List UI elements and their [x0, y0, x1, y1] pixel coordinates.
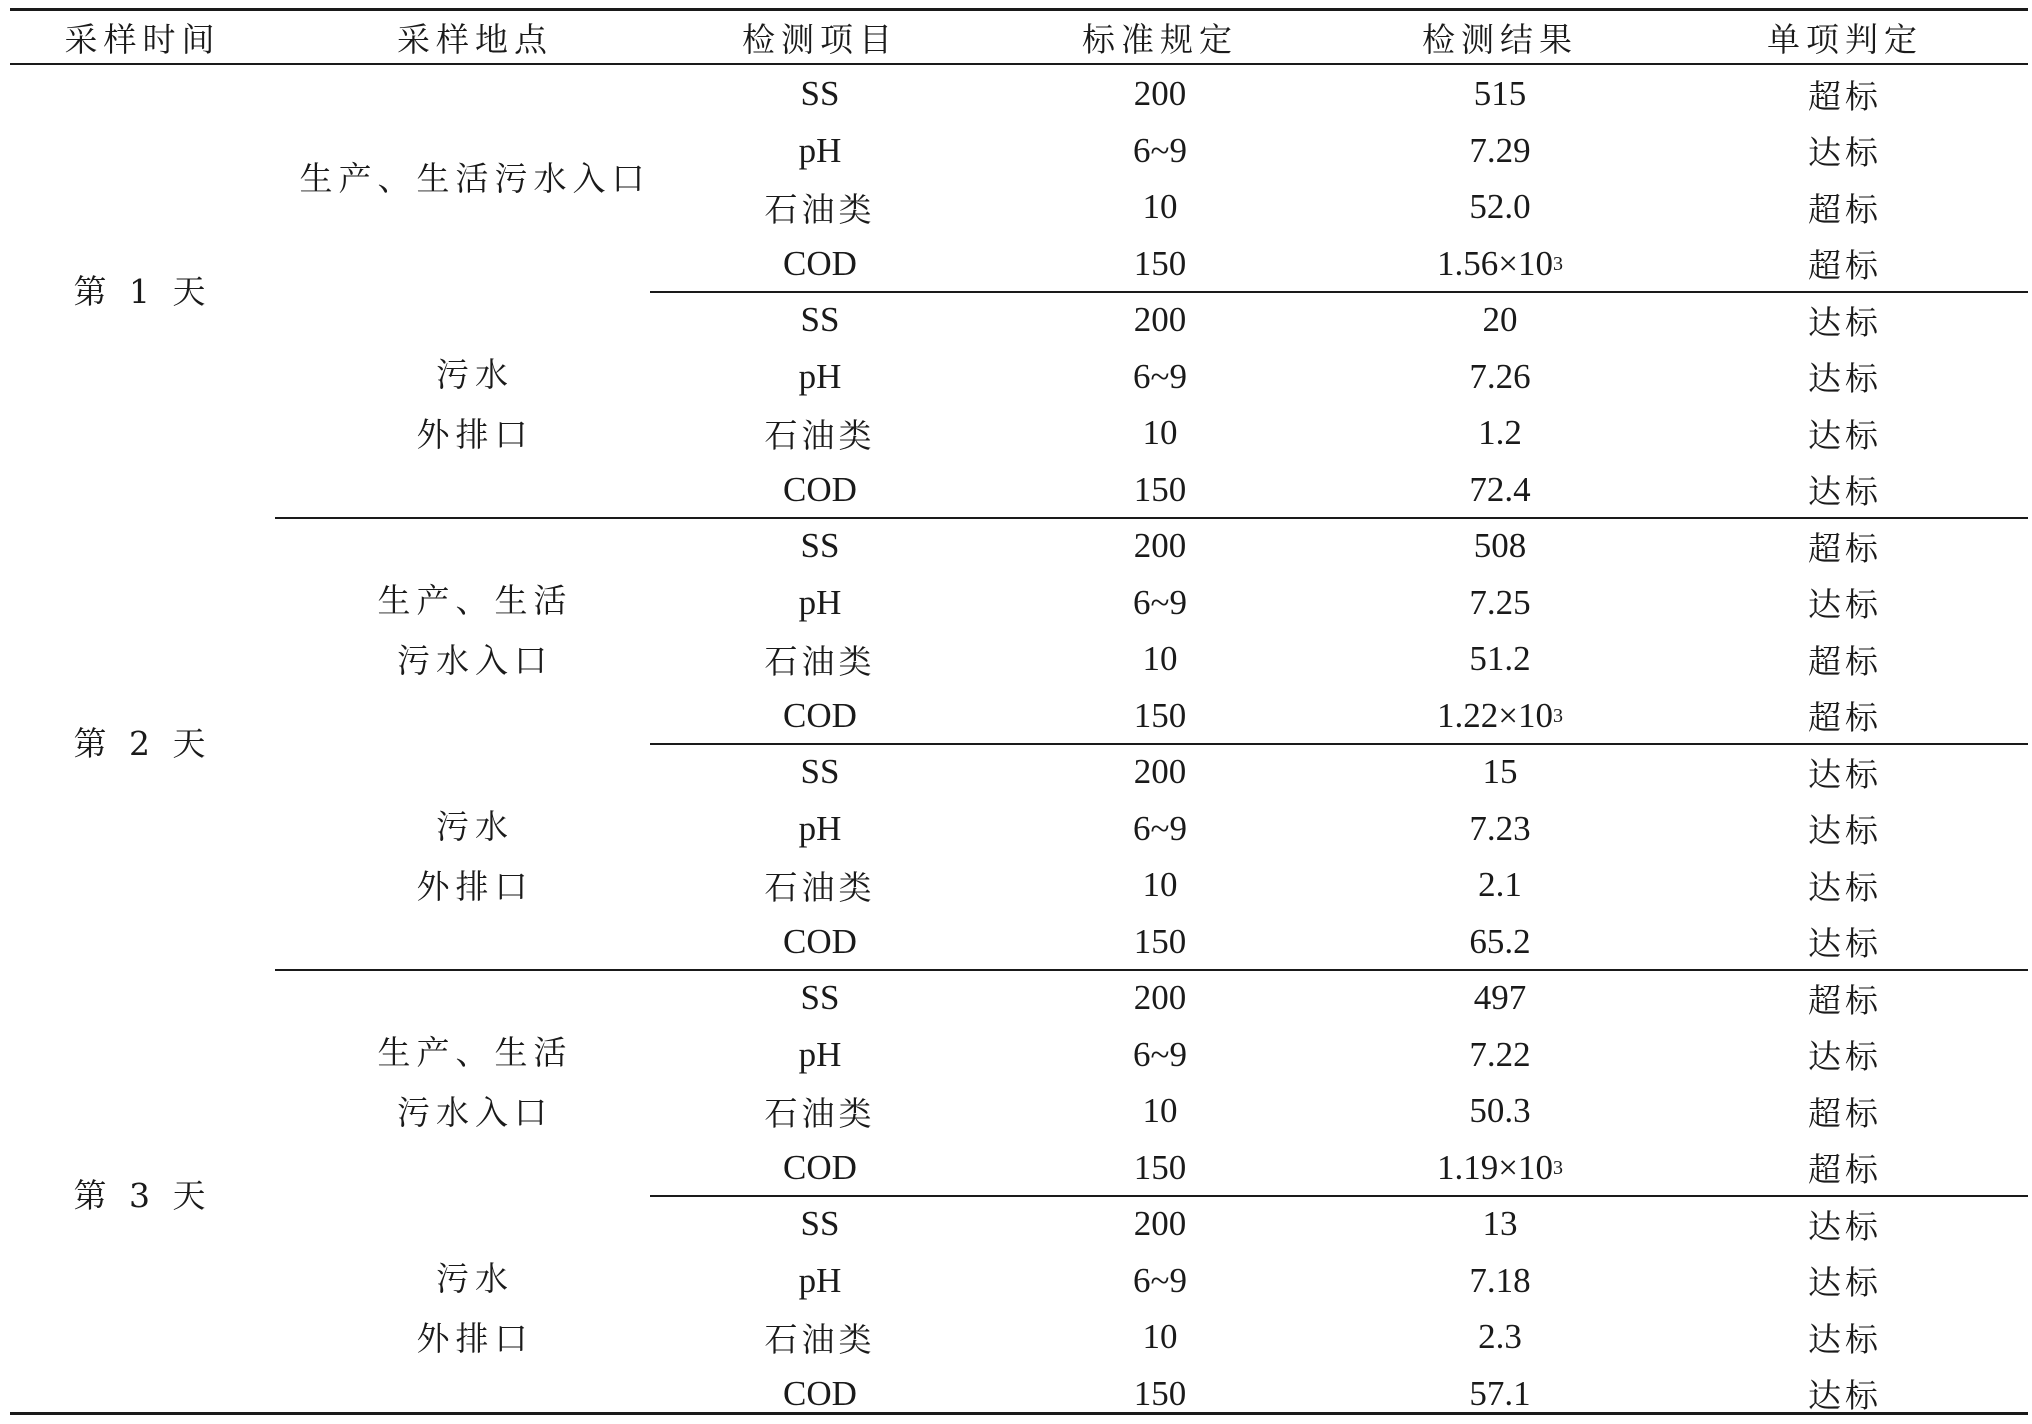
result-value: 508 — [1473, 526, 1527, 566]
result-cell — [1330, 970, 1670, 1027]
day-label: 第 2 天 — [73, 724, 212, 763]
result-value: 7.25 — [1469, 582, 1531, 622]
result-cell — [1330, 179, 1670, 236]
test-item-cell: pH — [798, 130, 842, 170]
result-cell — [1330, 66, 1670, 123]
standard-cell: 150 — [1133, 695, 1187, 735]
result-cell — [1330, 1083, 1670, 1140]
standard-cell: 6~9 — [1133, 356, 1187, 396]
standard-cell: 10 — [1142, 187, 1178, 227]
test-item-cell: SS — [800, 752, 840, 792]
result-cell — [1330, 744, 1670, 801]
standard-cell: 200 — [1133, 300, 1187, 340]
result-cell: 1.19×10 3 — [1437, 1147, 1563, 1187]
test-item-cell: SS — [800, 526, 840, 566]
result-value: 1.19×10 — [1437, 1147, 1553, 1187]
result-cell — [1330, 1027, 1670, 1084]
test-item-cell: pH — [798, 1260, 842, 1300]
site-label-line: 外排口 — [416, 1319, 534, 1358]
judgment-cell: 达标 — [1808, 924, 1882, 964]
test-item-cell: COD — [783, 469, 857, 509]
result-cell — [1330, 405, 1670, 462]
test-item-cell: SS — [800, 300, 840, 340]
site-label-line: 污水入口 — [397, 641, 553, 680]
standard-cell: 6~9 — [1133, 582, 1187, 622]
test-item-cell: 石油类 — [764, 867, 876, 907]
judgment-cell: 达标 — [1808, 1263, 1882, 1303]
standard-cell: 200 — [1133, 978, 1187, 1018]
site-label-line: 污水 — [436, 807, 514, 846]
judgment-cell: 达标 — [1808, 754, 1882, 794]
result-cell — [1330, 1366, 1670, 1423]
standard-cell: 10 — [1142, 1317, 1178, 1357]
judgment-cell: 达标 — [1808, 1037, 1882, 1077]
test-item-cell: pH — [798, 582, 842, 622]
result-value: 2.3 — [1478, 1317, 1522, 1357]
result-cell — [1330, 349, 1670, 406]
result-value: 1.22×10 — [1437, 695, 1553, 735]
judgment-cell: 超标 — [1808, 1093, 1882, 1133]
result-cell — [1330, 1196, 1670, 1253]
judgment-cell: 达标 — [1808, 585, 1882, 625]
judgment-cell: 超标 — [1808, 1150, 1882, 1190]
result-value: 13 — [1482, 1204, 1518, 1244]
site-label — [275, 970, 675, 1196]
result-value: 7.26 — [1469, 356, 1531, 396]
result-value: 1.2 — [1478, 413, 1522, 453]
test-item-cell: COD — [783, 695, 857, 735]
result-value: 65.2 — [1469, 921, 1531, 961]
site-label-line: 污水 — [436, 355, 514, 394]
test-item-cell: COD — [783, 243, 857, 283]
result-cell — [1330, 801, 1670, 858]
standard-cell: 200 — [1133, 1204, 1187, 1244]
result-value: 52.0 — [1469, 187, 1531, 227]
result-value: 515 — [1473, 74, 1527, 114]
monitoring-table — [10, 0, 2028, 1424]
judgment-cell: 超标 — [1808, 246, 1882, 286]
judgment-cell: 达标 — [1808, 1319, 1882, 1359]
result-value: 57.1 — [1469, 1373, 1531, 1413]
standard-cell: 10 — [1142, 639, 1178, 679]
result-value: 7.29 — [1469, 130, 1531, 170]
result-value: 72.4 — [1469, 469, 1531, 509]
result-cell — [1330, 914, 1670, 971]
header-bottom-rule — [10, 63, 2028, 65]
header-test-item: 检测项目 — [742, 19, 898, 59]
result-cell — [1330, 462, 1670, 519]
header-result: 检测结果 — [1422, 19, 1578, 59]
test-item-cell: COD — [783, 1147, 857, 1187]
standard-cell: 150 — [1133, 1147, 1187, 1187]
standard-cell: 6~9 — [1133, 130, 1187, 170]
site-label-line: 生产、生活 — [377, 1033, 573, 1072]
result-cell — [1330, 857, 1670, 914]
result-value: 15 — [1482, 752, 1518, 792]
site-label — [275, 66, 675, 292]
test-item-cell: SS — [800, 978, 840, 1018]
result-value: 50.3 — [1469, 1091, 1531, 1131]
result-cell — [1330, 518, 1670, 575]
result-cell — [1330, 575, 1670, 632]
header-sampling-time: 采样时间 — [64, 19, 221, 59]
standard-cell: 150 — [1133, 921, 1187, 961]
test-item-cell: SS — [800, 1204, 840, 1244]
result-value: 7.22 — [1469, 1034, 1531, 1074]
standard-cell: 10 — [1142, 865, 1178, 905]
standard-cell: 200 — [1133, 74, 1187, 114]
judgment-cell: 超标 — [1808, 189, 1882, 229]
judgment-cell: 达标 — [1808, 302, 1882, 342]
day-label: 第 3 天 — [73, 1176, 212, 1215]
test-item-cell: 石油类 — [764, 415, 876, 455]
standard-cell: 6~9 — [1133, 808, 1187, 848]
test-item-cell: pH — [798, 1034, 842, 1074]
judgment-cell: 超标 — [1808, 698, 1882, 738]
test-item-cell: COD — [783, 921, 857, 961]
test-item-cell: 石油类 — [764, 189, 876, 229]
result-value: 20 — [1482, 300, 1518, 340]
standard-cell: 150 — [1133, 1373, 1187, 1413]
result-value: 51.2 — [1469, 639, 1531, 679]
test-item-cell: 石油类 — [764, 1319, 876, 1359]
site-label-line: 污水 — [436, 1259, 514, 1298]
judgment-cell: 达标 — [1808, 472, 1882, 512]
site-label — [275, 292, 675, 518]
test-item-cell: COD — [783, 1373, 857, 1413]
test-item-cell: SS — [800, 74, 840, 114]
test-item-cell: 石油类 — [764, 1093, 876, 1133]
standard-cell: 150 — [1133, 469, 1187, 509]
standard-cell: 150 — [1133, 243, 1187, 283]
result-value: 497 — [1473, 978, 1527, 1018]
standard-cell: 6~9 — [1133, 1034, 1187, 1074]
site-label — [275, 518, 675, 744]
judgment-cell: 达标 — [1808, 415, 1882, 455]
header-sampling-site: 采样地点 — [397, 19, 553, 59]
judgment-cell: 达标 — [1808, 1376, 1882, 1416]
judgment-cell: 达标 — [1808, 867, 1882, 907]
standard-cell: 10 — [1142, 413, 1178, 453]
header-judgment: 单项判定 — [1767, 19, 1923, 59]
result-cell — [1330, 1309, 1670, 1366]
test-item-cell: 石油类 — [764, 641, 876, 681]
result-value: 1.56×10 — [1437, 243, 1553, 283]
result-value: 7.18 — [1469, 1260, 1531, 1300]
judgment-cell: 超标 — [1808, 980, 1882, 1020]
judgment-cell: 超标 — [1808, 641, 1882, 681]
judgment-cell: 达标 — [1808, 1206, 1882, 1246]
standard-cell: 10 — [1142, 1091, 1178, 1131]
result-value: 2.1 — [1478, 865, 1522, 905]
site-label-line: 污水入口 — [397, 1093, 553, 1132]
result-cell — [1330, 123, 1670, 180]
judgment-cell: 超标 — [1808, 528, 1882, 568]
standard-cell: 200 — [1133, 752, 1187, 792]
result-cell: 1.22×10 3 — [1437, 695, 1563, 735]
judgment-cell: 超标 — [1808, 76, 1882, 116]
site-label-line: 外排口 — [416, 415, 534, 454]
day-label: 第 1 天 — [73, 272, 212, 311]
site-label-line: 生产、生活污水入口 — [299, 159, 651, 198]
standard-cell: 6~9 — [1133, 1260, 1187, 1300]
table-top-rule — [10, 8, 2028, 11]
test-item-cell: pH — [798, 356, 842, 396]
site-label — [275, 1196, 675, 1422]
result-cell — [1330, 1253, 1670, 1310]
site-label — [275, 744, 675, 970]
header-standard: 标准规定 — [1082, 19, 1238, 59]
site-label-line: 生产、生活 — [377, 581, 573, 620]
judgment-cell: 达标 — [1808, 133, 1882, 173]
test-item-cell: pH — [798, 808, 842, 848]
result-value: 7.23 — [1469, 808, 1531, 848]
result-cell: 1.56×10 3 — [1437, 243, 1563, 283]
judgment-cell: 达标 — [1808, 359, 1882, 399]
result-cell — [1330, 292, 1670, 349]
standard-cell: 200 — [1133, 526, 1187, 566]
site-label-line: 外排口 — [416, 867, 534, 906]
result-cell — [1330, 631, 1670, 688]
judgment-cell: 达标 — [1808, 811, 1882, 851]
